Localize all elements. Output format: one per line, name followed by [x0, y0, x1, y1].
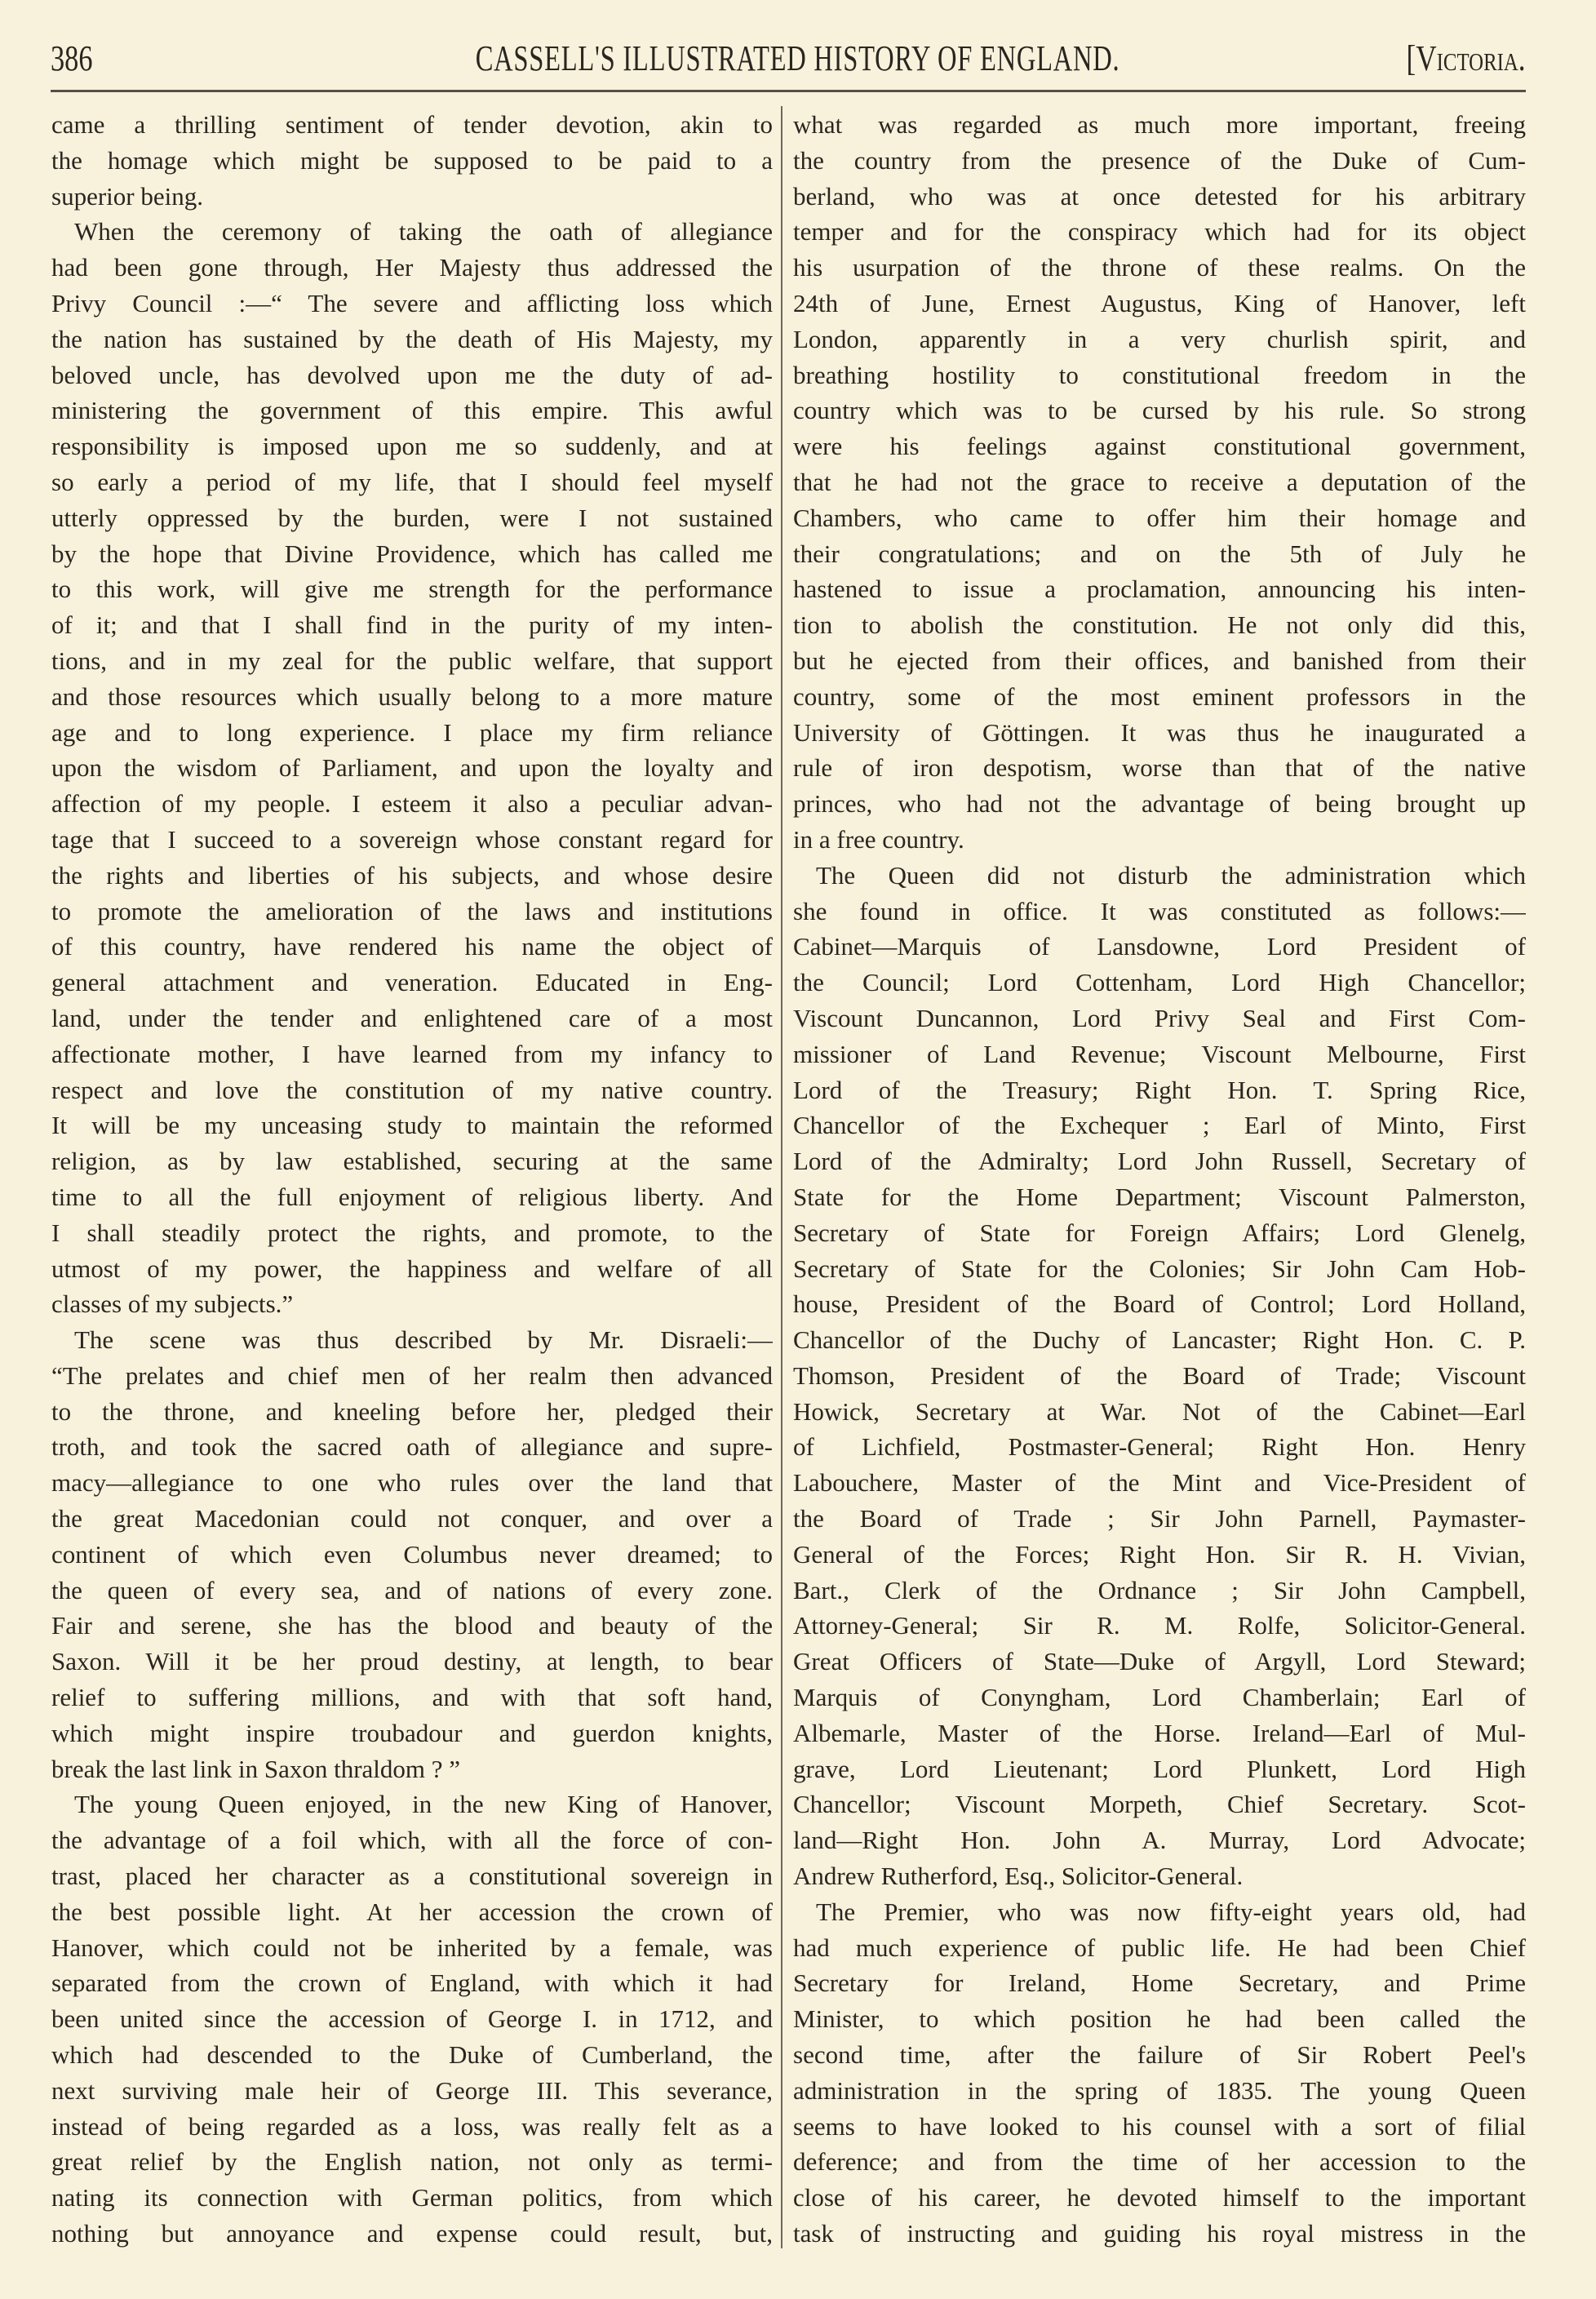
text-line: utterly oppressed by the burden, were I not sustained [51, 503, 773, 532]
paragraph [51, 1786, 773, 2251]
text-line: seems to have looked to his counsel with a sort of filial [793, 2111, 1526, 2141]
text-line: the advantage of a foil which, with all the force of con- [51, 1826, 773, 1855]
text-line: task of instructing and guiding his royal mistress in the [793, 2219, 1526, 2248]
text-line: the Board of Trade ; Sir John Parnell, Paymaster- [793, 1504, 1526, 1533]
text-line: It will be my unceasing study to maintain the reformed [51, 1111, 773, 1140]
text-line: General of the Forces; Right Hon. Sir R. H. Vivian, [793, 1539, 1526, 1569]
text-line: instead of being regarded as a loss, was really felt as a [51, 2111, 773, 2141]
text-line: to promote the amelioration of the laws and institutions [51, 896, 773, 925]
running-title [0, 36, 1596, 82]
text-line: trast, placed her character as a constitutional sovereign in [51, 1862, 773, 1891]
running-title-text: CASSELL'S ILLUSTRATED HISTORY OF ENGLAND. [476, 38, 1120, 78]
text-line: Privy Council :—“ The severe and afflicting loss which [51, 288, 773, 317]
text-line: by the hope that Divine Providence, which has called me [51, 539, 773, 568]
text-line: close of his career, he devoted himself to the important [793, 2183, 1526, 2212]
text-line: Great Officers of State—Duke of Argyll, Lord Steward; [793, 1647, 1526, 1676]
text-line: classes of my subjects.” [51, 1289, 294, 1319]
text-line: which had descended to the Duke of Cumberland, the [51, 2040, 773, 2070]
text-line: I shall steadily protect the rights, and promote, to the [51, 1218, 773, 1247]
text-line: next surviving male heir of George III. This severance, [51, 2075, 773, 2105]
text-line: Albemarle, Master of the Horse. Ireland—Earl of Mul- [793, 1718, 1526, 1747]
text-line: princes, who had not the advantage of being brought up [793, 789, 1526, 819]
text-line: Howick, Secretary at War. Not of the Cabinet—Earl [793, 1396, 1526, 1426]
text-line: Chancellor of the Duchy of Lancaster; Right Hon. C. P. [793, 1325, 1526, 1355]
text-line: Saxon. Will it be her proud destiny, at length, to bear [51, 1647, 773, 1676]
left-column [51, 107, 773, 2252]
paragraph [51, 214, 773, 1322]
text-line: the queen of every sea, and of nations of every zone. [51, 1575, 773, 1604]
text-line: of this country, have rendered his name the object of [51, 932, 773, 961]
text-line: Bart., Clerk of the Ordnance ; Sir John Campbell, [793, 1575, 1526, 1604]
text-line: deference; and from the time of her accession to the [793, 2147, 1526, 2177]
text-line: grave, Lord Lieutenant; Lord Plunkett, Lord High [793, 1754, 1526, 1783]
text-line: Lord of the Admiralty; Lord John Russell, Secretary of [793, 1147, 1526, 1176]
text-line: came a thrilling sentiment of tender devotion, akin to [51, 110, 773, 139]
text-line: that he had not the grace to receive a deputation of the [793, 467, 1526, 496]
text-line: upon the wisdom of Parliament, and upon the loyalty and [51, 753, 773, 783]
text-line: been united since the accession of George I. in 1712, and [51, 2004, 773, 2034]
text-line: hastened to issue a proclamation, announcing his inten- [793, 575, 1526, 604]
text-line: beloved uncle, has devolved upon me the duty of ad- [51, 360, 773, 389]
text-line: responsibility is imposed upon me so suddenly, and at [51, 432, 773, 461]
text-line: London, apparently in a very churlish spirit, and [793, 324, 1526, 353]
text-line: State for the Home Department; Viscount Palmerston, [793, 1182, 1526, 1211]
text-line: she found in office. It was constituted as follows:— [793, 896, 1526, 925]
text-line: affection of my people. I esteem it also a peculiar advan- [51, 789, 773, 819]
text-line: When the ceremony of taking the oath of allegiance [74, 217, 773, 246]
text-line: 24th of June, Ernest Augustus, King of Hanover, left [793, 288, 1526, 317]
text-line: Attorney-General; Sir R. M. Rolfe, Solicitor-General. [793, 1611, 1526, 1640]
text-line: “The prelates and chief men of her realm then advanced [51, 1360, 773, 1390]
text-line: break the last link in Saxon thraldom ? ” [51, 1754, 461, 1783]
text-line: time to all the full enjoyment of religious liberty. And [51, 1182, 773, 1211]
text-line: utmost of my power, the happiness and welfare of all [51, 1254, 773, 1283]
text-line: separated from the crown of England, with which it had [51, 1968, 773, 1998]
text-line: were his feelings against constitutional government, [793, 432, 1526, 461]
paragraph [793, 858, 1526, 1894]
text-line: Chancellor; Viscount Morpeth, Chief Secretary. Scot- [793, 1790, 1526, 1819]
text-line: relief to suffering millions, and with that soft hand, [51, 1683, 773, 1712]
text-line: but he ejected from their offices, and banished from their [793, 646, 1526, 675]
text-line: missioner of Land Revenue; Viscount Melbourne, First [793, 1039, 1526, 1068]
text-line: great relief by the English nation, not only as termi- [51, 2147, 773, 2177]
text-line: temper and for the conspiracy which had for its object [793, 217, 1526, 246]
text-line: the country from the presence of the Duke of Cum- [793, 145, 1526, 175]
text-line: religion, as by law established, securing at the same [51, 1147, 773, 1176]
text-line: house, President of the Board of Control; Lord Holland, [793, 1289, 1526, 1319]
text-line: country, some of the most eminent professors in the [793, 681, 1526, 711]
right-column [793, 107, 1526, 2252]
text-line: general attachment and veneration. Educated in Eng- [51, 968, 773, 997]
paragraph [793, 1894, 1526, 2252]
text-line: Cabinet—Marquis of Lansdowne, Lord President of [793, 932, 1526, 961]
text-line: macy—allegiance to one who rules over the land that [51, 1468, 773, 1498]
text-line: troth, and took the sacred oath of allegiance and supre- [51, 1432, 773, 1462]
text-line: the rights and liberties of his subjects, and whose desire [51, 860, 773, 890]
text-line: University of Göttingen. It was thus he inaugurated a [793, 717, 1526, 747]
text-line: Chancellor of the Exchequer ; Earl of Minto, First [793, 1111, 1526, 1140]
column-rule [781, 106, 782, 2248]
text-line: Secretary of State for the Colonies; Sir John Cam Hob- [793, 1254, 1526, 1283]
text-line: the great Macedonian could not conquer, and over a [51, 1504, 773, 1533]
text-line: continent of which even Columbus never dreamed; to [51, 1539, 773, 1569]
text-line: to this work, will give me strength for the performance [51, 575, 773, 604]
text-line: tage that I succeed to a sovereign whose constant regard for [51, 824, 773, 854]
text-line: The scene was thus described by Mr. Disraeli:— [74, 1325, 773, 1355]
text-line: berland, who was at once detested for his arbitrary [793, 181, 1526, 211]
text-line: Labouchere, Master of the Mint and Vice-President of [793, 1468, 1526, 1498]
text-line: Secretary of State for Foreign Affairs; Lord Glenelg, [793, 1218, 1526, 1247]
text-line: their congratulations; and on the 5th of July he [793, 539, 1526, 568]
text-line: tion to abolish the constitution. He not only did this, [793, 610, 1526, 640]
text-line: Secretary for Ireland, Home Secretary, and Prime [793, 1968, 1526, 1998]
text-line: affectionate mother, I have learned from my infancy to [51, 1039, 773, 1068]
text-line: Marquis of Conyngham, Lord Chamberlain; Earl of [793, 1683, 1526, 1712]
text-line: to the throne, and kneeling before her, pledged their [51, 1396, 773, 1426]
text-line: The Premier, who was now fifty-eight years old, had [816, 1897, 1526, 1926]
text-line: the Council; Lord Cottenham, Lord High Chancellor; [793, 968, 1526, 997]
section-label: [Victoria. [1406, 38, 1526, 78]
text-line: age and to long experience. I place my firm reliance [51, 717, 773, 747]
text-line: of Lichfield, Postmaster-General; Right Hon. Henry [793, 1432, 1526, 1462]
text-line: rule of iron despotism, worse than that of the native [793, 753, 1526, 783]
text-line: had been gone through, Her Majesty thus addressed the [51, 253, 773, 282]
text-line: the best possible light. At her accession the crown of [51, 1897, 773, 1926]
page-number: 386 [51, 38, 93, 78]
text-line: had much experience of public life. He had been Chief [793, 1933, 1526, 1962]
paragraph [793, 107, 1526, 858]
text-line: The Queen did not disturb the administration which [816, 860, 1526, 890]
text-line: of it; and that I shall find in the purity of my inten- [51, 610, 773, 640]
text-line: Hanover, which could not be inherited by a female, was [51, 1933, 773, 1962]
text-line: the nation has sustained by the death of His Majesty, my [51, 324, 773, 353]
text-line: Thomson, President of the Board of Trade; Viscount [793, 1360, 1526, 1390]
text-line: land, under the tender and enlightened care of a most [51, 1003, 773, 1032]
text-line: Lord of the Treasury; Right Hon. T. Spring Rice, [793, 1075, 1526, 1104]
text-line: Chambers, who came to offer him their homage and [793, 503, 1526, 532]
text-line: which might inspire troubadour and guerdon knights, [51, 1718, 773, 1747]
text-line: what was regarded as much more important, freeing [793, 110, 1526, 139]
text-line: ministering the government of this empire. This awful [51, 396, 773, 425]
text-line: tions, and in my zeal for the public welfare, that support [51, 646, 773, 675]
text-line: Viscount Duncannon, Lord Privy Seal and First Com- [793, 1003, 1526, 1032]
text-line: his usurpation of the throne of these realms. On the [793, 253, 1526, 282]
text-line: respect and love the constitution of my native country. [51, 1075, 773, 1104]
text-line: Andrew Rutherford, Esq., Solicitor-General. [793, 1862, 1244, 1891]
text-line: the homage which might be supposed to be paid to a [51, 145, 773, 175]
text-line: land—Right Hon. John A. Murray, Lord Advocate; [793, 1826, 1526, 1855]
text-line: administration in the spring of 1835. The young Queen [793, 2075, 1526, 2105]
header-rule [51, 90, 1526, 92]
text-line: and those resources which usually belong to a more mature [51, 681, 773, 711]
text-line: superior being. [51, 181, 203, 211]
text-line: Fair and serene, she has the blood and beauty of the [51, 1611, 773, 1640]
text-line: second time, after the failure of Sir Robert Peel's [793, 2040, 1526, 2070]
text-line: nothing but annoyance and expense could result, but, [51, 2219, 773, 2248]
paragraph [51, 1322, 773, 1786]
text-line: breathing hostility to constitutional freedom in the [793, 360, 1526, 389]
text-line: in a free country. [793, 824, 964, 854]
text-line: so early a period of my life, that I should feel myself [51, 467, 773, 496]
paragraph [51, 107, 773, 214]
text-line: Minister, to which position he had been called the [793, 2004, 1526, 2034]
text-line: country which was to be cursed by his rule. So strong [793, 396, 1526, 425]
text-line: nating its connection with German politics, from which [51, 2183, 773, 2212]
text-line: The young Queen enjoyed, in the new King of Hanover, [74, 1790, 773, 1819]
